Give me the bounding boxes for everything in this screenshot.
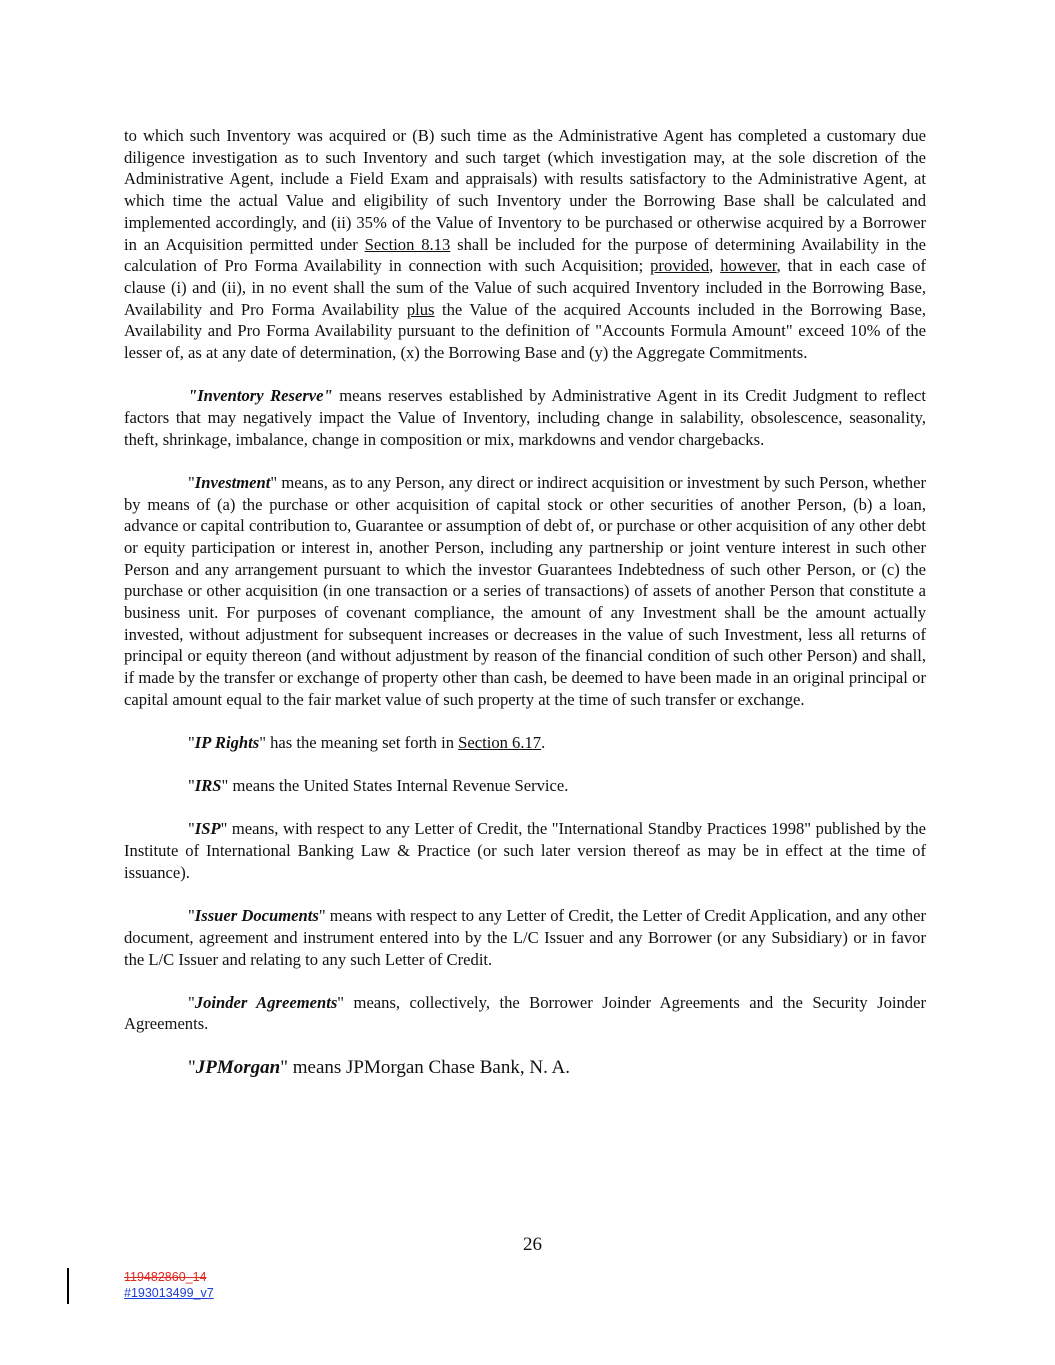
- defined-term: JPMorgan: [195, 1056, 281, 1078]
- document-body: [124, 125, 926, 1101]
- defined-term: Investment: [194, 472, 271, 492]
- defined-term: Issuer Documents: [194, 906, 319, 926]
- provided-term: provided: [650, 256, 710, 276]
- definition-issuer-documents: "Issuer Documents" means with respect to any Letter of Credit, the Letter of Credit Application, and any other document, agreement and instrument entered into by the L/C Issuer and any Borrower (or any Subsidiary) or in favor the L/C Issuer and relating to any such Letter of Credit.: [124, 906, 927, 969]
- document-id-block: [124, 1270, 214, 1301]
- definition-inventory-reserve: "Inventory Reserve" means reserves established by Administrative Agent in its Credit Judgment to reflect factors that may negatively impact the Value of Inventory, including change in salability, obsolescence, seasonality, theft, shrinkage, imbalance, change in composition or mix, markdowns and vendor chargebacks.: [124, 386, 926, 449]
- definition-irs: "IRS" means the United States Internal Revenue Service.: [188, 776, 569, 796]
- section-6-17-reference: Section 6.17: [458, 733, 542, 753]
- defined-term: ISP: [194, 819, 221, 839]
- paragraph-inventory-continuation: to which such Inventory was acquired or (B) such time as the Administrative Agent has completed a customary due diligence investigation as to such Inventory and such target (which investigation may, at the sole discretion of the Administrative Agent, include a Field Exam and appraisals) with results satisfactory to the Administrative Agent, at which time the actual Value and eligibility of such Inventory under the Borrowing Base shall be calculated and implemented accordingly, and (ii) 35% of the Value of Inventory to be purchased or otherwise acquired by a Borrower in an Acquisition permitted under Section 8.13 shall be included for the purpose of determining Availability in the calculation of Pro Forma Availability in connection with such Acquisition; provided, however, that in each case of clause (i) and (ii), in no event shall the sum of the Value of such acquired Inventory included in the Borrowing Base, Availability and Pro Forma Availability plus the Value of the acquired Accounts included in the Borrowing Base, Availability and Pro Forma Availability pursuant to the definition of "Accounts Formula Amount" exceed 10% of the lesser of, as at any date of determination, (x) the Borrowing Base and (y) the Aggregate Commitments.: [124, 126, 927, 363]
- defined-term: Joinder Agreements: [194, 992, 338, 1012]
- deleted-document-id: 119482860_14: [124, 1270, 207, 1284]
- revision-change-bar: [67, 1268, 69, 1304]
- definition-joinder-agreements: "Joinder Agreements" means, collectively, the Borrower Joinder Agreements and the Security Joinder Agreements.: [124, 992, 926, 1034]
- inserted-document-id: #193013499_v7: [124, 1285, 214, 1300]
- definition-jpmorgan: "JPMorgan" means JPMorgan Chase Bank, N. A.: [188, 1056, 570, 1078]
- definition-investment: "Investment" means, as to any Person, any direct or indirect acquisition or investment by such Person, whether by means of (a) the purchase or other acquisition of capital stock or other securities of another Person, (b) a loan, advance or capital contribution to, Guarantee or assumption of debt of, or purchase or other acquisition of any other debt or equity participation or interest in, another Person, including any partnership or joint venture interest in such other Person and any arrangement pursuant to which the investor Guarantees Indebtedness of such other Person, or (c) the purchase or other acquisition (in one transaction or a series of transactions) of assets of another Person that constitute a business unit. For purposes of covenant compliance, the amount of any Investment shall be the amount actually invested, without adjustment for subsequent increases or decreases in the value of such Investment, less all returns of principal or equity thereon (and without adjustment by reason of the financial condition of such other Person) and shall, if made by the transfer or exchange of property other than cash, be deemed to have been made in an original principal or capital amount equal to the fair market value of such property at the time of such transfer or exchange.: [124, 472, 926, 709]
- section-8-13-reference: Section 8.13: [364, 234, 451, 254]
- definition-ip-rights: "IP Rights" has the meaning set forth in Section 6.17.: [188, 733, 546, 753]
- defined-term: IRS: [194, 776, 222, 796]
- page-number: 26: [523, 1234, 542, 1255]
- defined-term: IP Rights: [194, 733, 260, 753]
- however-term: however: [720, 256, 777, 276]
- plus-term: plus: [406, 299, 435, 319]
- definition-isp: "ISP" means, with respect to any Letter of Credit, the "International Standby Practices 1998" published by the Institute of International Banking Law & Practice (or such later version thereof as may be in effect at the time of issuance).: [124, 819, 926, 882]
- defined-term: "Inventory Reserve": [188, 386, 333, 406]
